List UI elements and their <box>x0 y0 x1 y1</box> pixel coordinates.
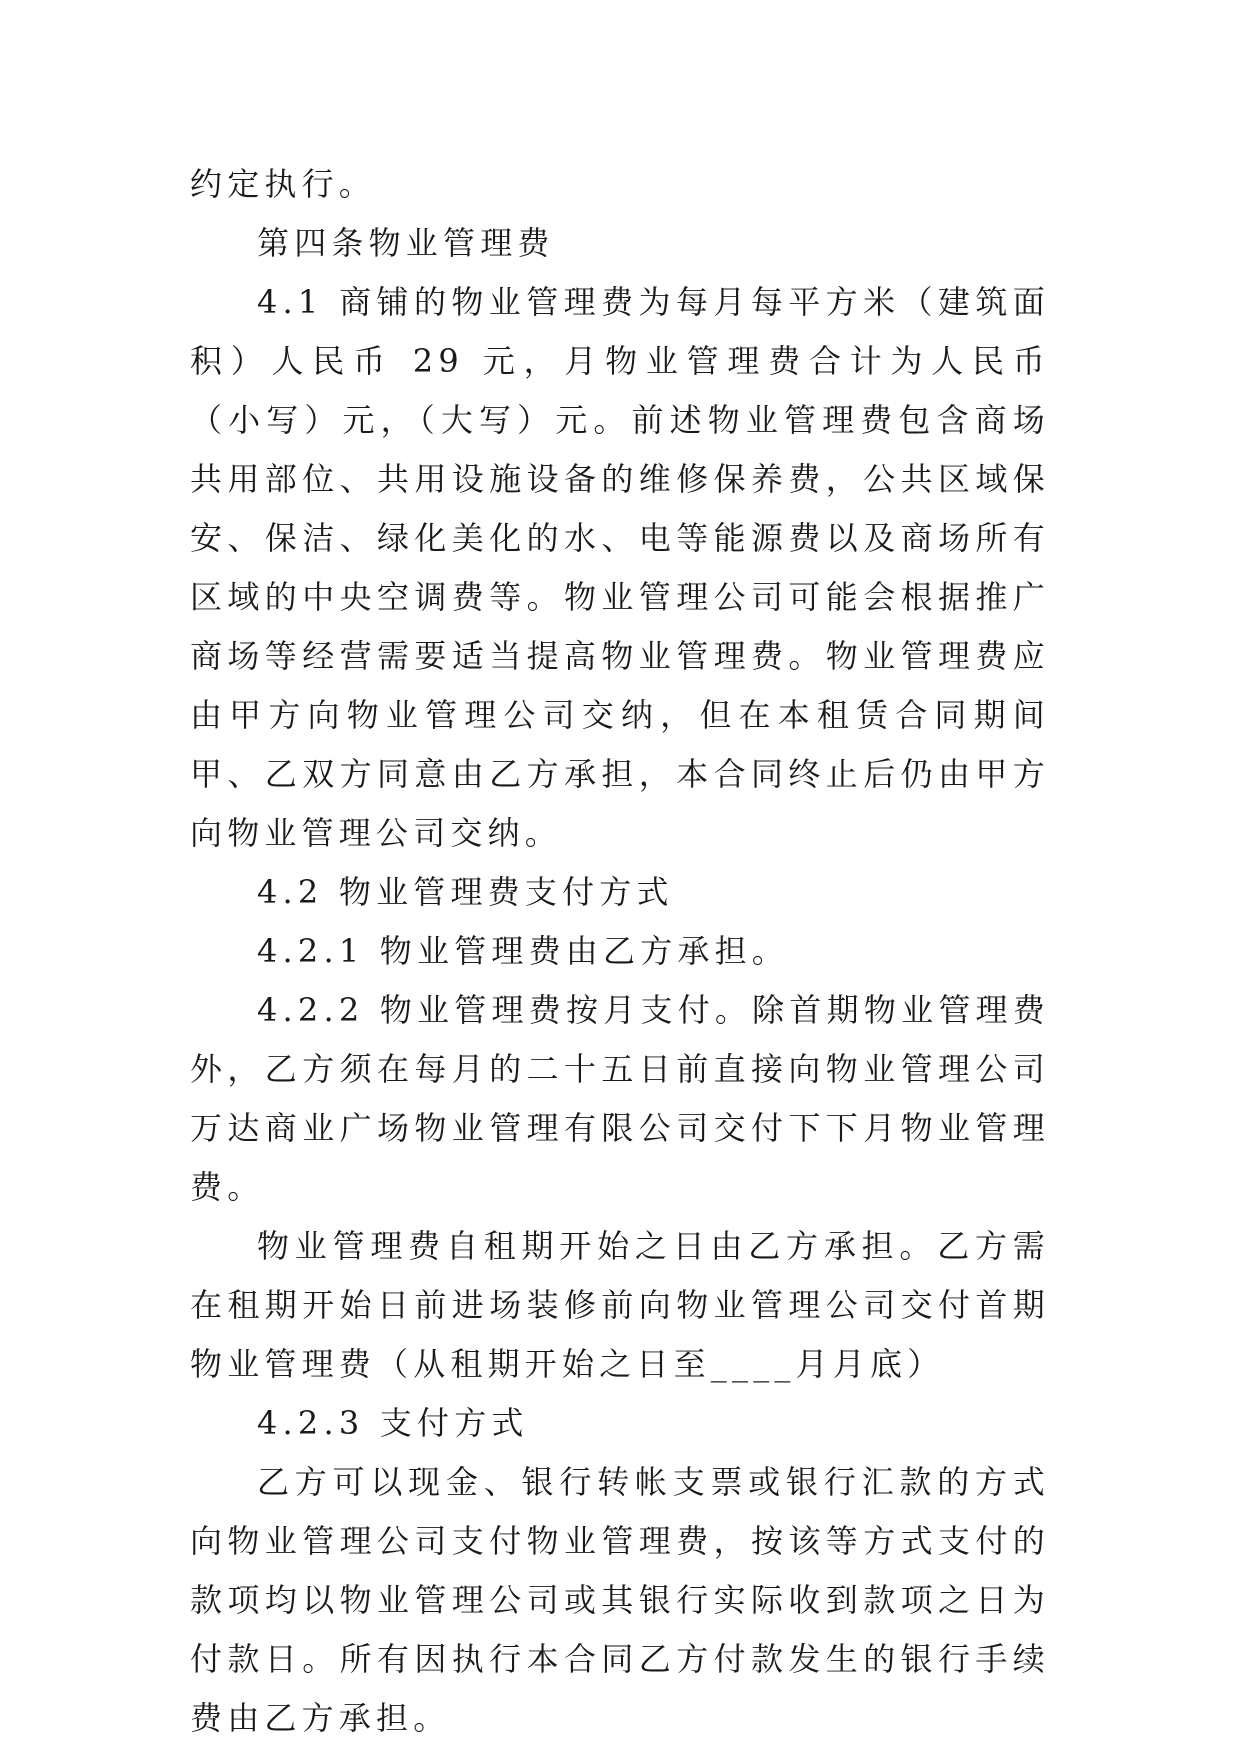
document-body <box>190 155 1050 1748</box>
payment-method-paragraph: 乙方可以现金、银行转帐支票或银行汇款的方式向物业管理公司支付物业管理费，按该等方式支付的款项均以物业管理公司或其银行实际收到款项之日为付款日。所有因执行本合同乙方付款发生的银行手续费由乙方承担。 <box>190 1463 1050 1737</box>
clause-4-2-3-heading: 4.2.3 支付方式 <box>257 1404 529 1442</box>
paragraph-continuation: 约定执行。 <box>190 165 377 203</box>
clause-4-2-heading: 4.2 物业管理费支付方式 <box>257 873 674 911</box>
article-heading: 第四条物业管理费 <box>257 224 555 262</box>
clause-4-2-1: 4.2.1 物业管理费由乙方承担。 <box>257 932 789 970</box>
clause-4-2-2: 4.2.2 物业管理费按月支付。除首期物业管理费外，乙方须在每月的二十五日前直接向物业管理公司万达商业广场物业管理有限公司交付下下月物业管理费。 <box>190 991 1050 1206</box>
clause-4-1: 4.1 商铺的物业管理费为每月每平方米（建筑面积）人民币 29 元，月物业管理费合计为人民币（小写）元，（大写）元。前述物业管理费包含商场共用部位、共用设施设备的维修保养费，公共区域保安、保洁、绿化美化的水、电等能源费以及商场所有区域的中央空调费等。物业管理公司可能会根据推广商场等经营需要适当提高物业管理费。物业管理费应由甲方向物业管理公司交纳，但在本租赁合同期间甲、乙双方同意由乙方承担，本合同终止后仍由甲方向物业管理公司交纳。 <box>190 283 1050 852</box>
first-period-fee-paragraph: 物业管理费自租期开始之日由乙方承担。乙方需在租期开始日前进场装修前向物业管理公司交付首期物业管理费（从租期开始之日至____月月底） <box>190 1227 1050 1383</box>
